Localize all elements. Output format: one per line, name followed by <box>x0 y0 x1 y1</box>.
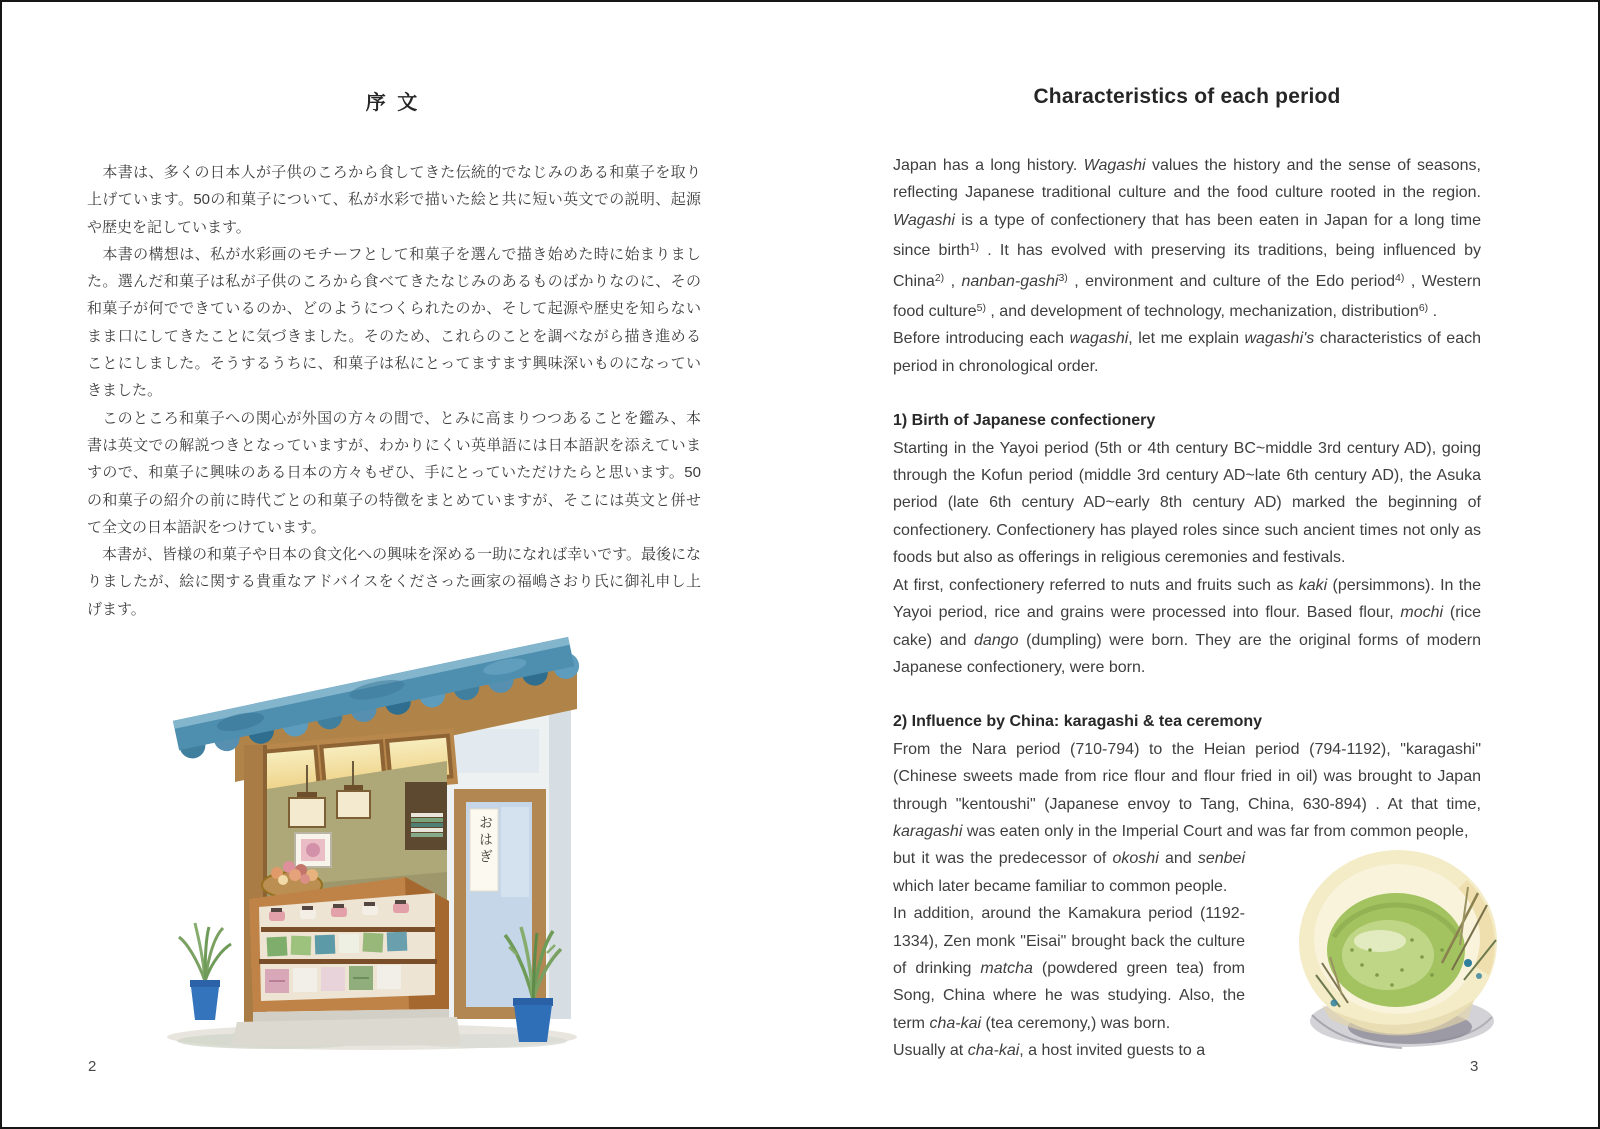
intro-paragraph: Japan has a long history. Wagashi values the history and the sense of seasons, reflecting Japanese traditional culture and the food culture rooted in the region. Wagashi is a type of confectionery that has been eaten in Japan for a long time since birth$^{1)}$ . It has evolved with preserving its traditions, being influenced by China$^{2)}$ , nanban-gashi$^{3)}$ , environment and culture of the Edo period$^{4)}$ , Western food culture$^{5)}$ , and development of technology, mechanization, distribution$^{6)}$ . <box>893 157 1482 321</box>
shop-right-wall <box>447 689 571 1019</box>
page-number-left: 2 <box>88 1058 97 1075</box>
shop-banner-text: おはぎ <box>478 815 494 866</box>
wagashi-shop-illustration <box>157 637 602 1052</box>
intro-paragraph-2: Before introducing each wagashi, let me explain wagashi's characteristics of each period in chronological order. <box>893 330 1481 375</box>
matcha-bowl-illustration <box>1282 845 1517 1060</box>
shop-stacked-goods <box>411 813 443 837</box>
section-1-heading: 1) Birth of Japanese confectionery <box>893 412 1156 430</box>
section-2-heading: 2) Influence by China: karagashi & tea ceremony <box>893 713 1263 731</box>
left-page-title: 序 文 <box>365 92 421 114</box>
preface-paragraph-4: 本書が、皆様の和菓子や日本の食文化への興味を深める一助になれば幸いです。最後になりましたが、絵に関する貴重なアドバイスをくださった画家の福嶋さおり氏に御礼申し上げます。 <box>87 546 701 618</box>
section-1-body: Starting in the Yayoi period (5th or 4th century BC~middle 3rd century AD), going through the Kofun period (middle 3rd century AD~late 6th century AD), the Asuka period (late 6th century AD~early 8th century AD) marked the beginning of confectionery. Confectionery has played roles since such ancient times not only as foods but also as offerings in religious ceremonies and festivals. <box>893 439 1481 567</box>
right-page-title: Characteristics of each period <box>1033 85 1341 108</box>
preface-paragraph-3: このところ和菓子への関心が外国の方々の間で、とみに高まりつつあることを鑑み、本書は英文での解説つきとなっていますが、わかりにくい英単語には日本語訳を添えていますので、和菓子に興味のある日本の方々もぜひ、手にとっていただけたらと思います。50の和菓子の紹介の前に時代ごとの和菓子の特徴をまとめていますが、そこには英文と併せて全文の日本語訳をつけています。 <box>87 409 701 536</box>
section-2-body-wrapped: but it was the predecessor of okoshi and senbei which later became familiar to common people. In addition, around the Kamakura period (1192-1334), Zen monk "Eisai" brought back the culture of drinking matcha (powdered green tea) from Song, China where he was studying. Also, the term cha-kai (tea ceremony,) was born. Usually at cha-kai, a host invited guests to a <box>893 850 1246 1060</box>
shop-display-case <box>249 877 449 1033</box>
matcha-tea <box>1327 893 1465 1007</box>
section-2-body: From the Nara period (710-794) to the Heian period (794-1192), "karagashi" (Chinese sweets made from rice flour and flour fried in oil) was brought to Japan through "kentoushi" (Japanese envoy to Tang, China, 630-894) . At that time, karagashi was eaten only in the Imperial Court and was far from common people, <box>893 740 1481 840</box>
left-potted-plant <box>179 923 231 1020</box>
preface-paragraph-2: 本書の構想は、私が水彩画のモチーフとして和菓子を選んで描き始めた時に始まりました。選んだ和菓子は私が子供のころから食べてきたなじみのあるものばかりなのに、その和菓子が何でできているのか、どのようにつくられたのか、そして起源や歴史を知らないまま口にしてきたことに気づきました。そのため、これらのことを調べながら描き進めることにしました。そうするうちに、和菓子は私にとってますます興味深いものになっていきました。 <box>87 245 701 400</box>
preface-text <box>87 159 701 623</box>
page-number-right: 3 <box>1470 1058 1479 1075</box>
preface-paragraph-1: 本書は、多くの日本人が子供のころから食してきた伝統的でなじみのある和菓子を取り上げています。50の和菓子について、私が水彩で描いた絵と共に短い英文での説明、起源や歴史を記しています。 <box>87 164 701 236</box>
display-shelf-boxes-row3 <box>265 965 401 993</box>
matcha-bowl-svg <box>1282 845 1517 1060</box>
shop-step <box>231 1017 461 1047</box>
shop-wall-picture <box>295 833 331 867</box>
wagashi-shop-svg <box>157 637 602 1052</box>
section-1-body-2: At first, confectionery referred to nuts and fruits such as kaki (persimmons). In the Yayoi period, rice and grains were processed into flour. Based flour, mochi (rice cake) and dango (dumpling) were born. They are the original forms of modern Japanese confectionery, were born. <box>893 576 1482 676</box>
